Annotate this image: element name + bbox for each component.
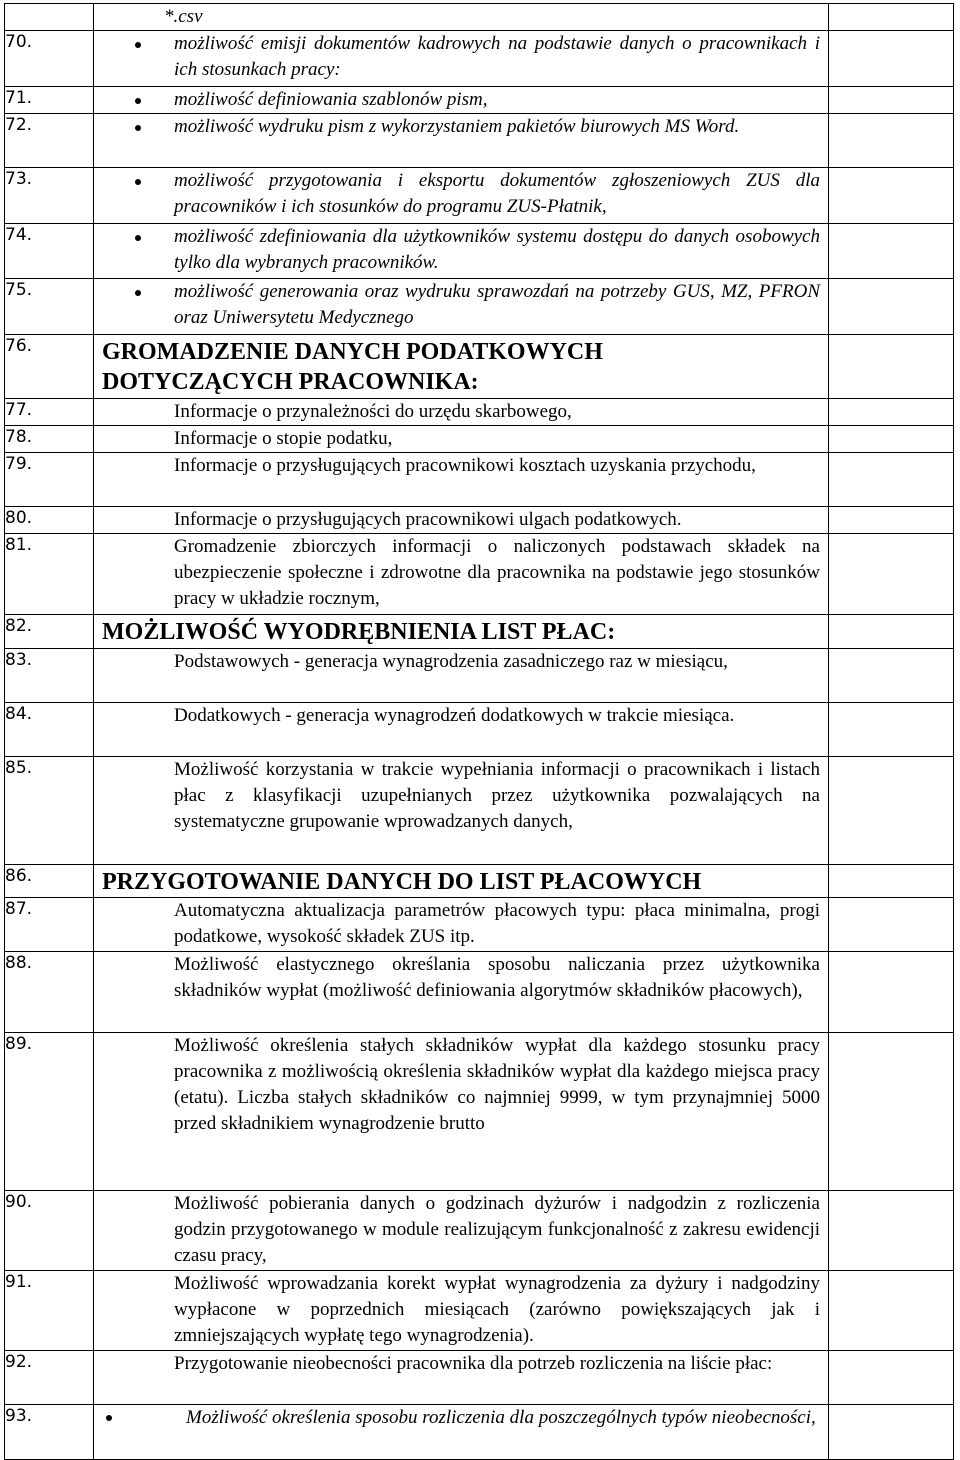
item-text: Informacje o przynależności do urzędu skarbowego, [174, 401, 572, 422]
row-content [94, 1271, 829, 1351]
table-row [5, 534, 954, 615]
row-number: 81. [5, 534, 94, 615]
row-number: 83. [5, 649, 94, 703]
item-text: Podstawowych - generacja wynagrodzenia zasadniczego raz w miesiącu, [174, 651, 728, 672]
row-number: 92. [5, 1351, 94, 1405]
table-row [5, 1191, 954, 1271]
bullet-item: Możliwość określenia sposobu rozliczenia dla poszczególnych typów nieobecności, [94, 1405, 828, 1431]
bullet-item: możliwość emisji dokumentów kadrowych na podstawie danych o pracownikach i ich stosunkach pracy: [94, 31, 828, 83]
bullet-item: możliwość generowania oraz wydruku sprawozdań na potrzeby GUS, MZ, PFRON oraz Uniwersytetu Medycznego [94, 279, 828, 331]
row-number: 74. [5, 224, 94, 279]
table-row [5, 224, 954, 279]
item-text: Możliwość elastycznego określania sposobu naliczania przez użytkownika składników wypłat (możliwość definiowania algorytmów składników płacowych), [174, 954, 820, 1001]
empty-cell [829, 453, 954, 507]
item-text: Informacje o stopie podatku, [174, 428, 393, 449]
item-text: Dodatkowych - generacja wynagrodzeń dodatkowych w trakcie miesiąca. [174, 705, 735, 726]
empty-cell [829, 898, 954, 952]
row-content [94, 1191, 829, 1271]
row-number: 78. [5, 426, 94, 453]
row-number: 79. [5, 453, 94, 507]
table-row [5, 898, 954, 952]
table-row [5, 1351, 954, 1405]
csv-text: *.csv [164, 6, 203, 27]
section-heading: GROMADZENIE DANYCH PODATKOWYCH DOTYCZĄCYCH PRACOWNIKA: [102, 339, 603, 395]
requirements-table [4, 3, 954, 1460]
row-number: 86. [5, 865, 94, 898]
table-row [5, 279, 954, 335]
row-number [5, 4, 94, 31]
row-content [94, 757, 829, 865]
bullet-item: możliwość wydruku pism z wykorzystaniem pakietów biurowych MS Word. [94, 114, 828, 140]
row-number: 80. [5, 507, 94, 534]
row-number: 76. [5, 335, 94, 399]
empty-cell [829, 615, 954, 649]
row-number: 93. [5, 1405, 94, 1460]
table-row [5, 615, 954, 649]
row-number: 90. [5, 1191, 94, 1271]
section-heading: MOŻLIWOŚĆ WYODRĘBNIENIA LIST PŁAC: [102, 619, 616, 645]
item-text: Możliwość wprowadzania korekt wypłat wynagrodzenia za dyżury i nadgodziny wypłacone w poprzednich miesiącach (zarówno powiększających jak i zmniejszających wypłatę tego wynagrodzenia). [174, 1273, 820, 1346]
table-row [5, 865, 954, 898]
table-row [5, 426, 954, 453]
table-row [5, 335, 954, 399]
table-row [5, 757, 954, 865]
table-row [5, 114, 954, 168]
empty-cell [829, 87, 954, 114]
table-row [5, 399, 954, 426]
table-row [5, 87, 954, 114]
row-content [94, 114, 829, 168]
row-number: 91. [5, 1271, 94, 1351]
row-content [94, 426, 829, 453]
table-row [5, 453, 954, 507]
row-number: 75. [5, 279, 94, 335]
row-content [94, 335, 829, 399]
item-text: Możliwość korzystania w trakcie wypełniania informacji o pracownikach i listach płac z klasyfikacji uzupełnianych przez użytkownika pozwalających na systematyczne grupowanie wprowadzanych danych, [174, 759, 820, 832]
empty-cell [829, 534, 954, 615]
empty-cell [829, 757, 954, 865]
empty-cell [829, 1405, 954, 1460]
row-number: 87. [5, 898, 94, 952]
bullet-item: możliwość zdefiniowania dla użytkowników systemu dostępu do danych osobowych tylko dla wybranych pracowników. [94, 224, 828, 276]
empty-cell [829, 4, 954, 31]
row-content [94, 507, 829, 534]
empty-cell [829, 1191, 954, 1271]
row-number: 77. [5, 399, 94, 426]
row-number: 88. [5, 952, 94, 1033]
bullet-item: możliwość definiowania szablonów pism, [94, 87, 828, 113]
item-text: Możliwość określenia stałych składników wypłat dla każdego stosunku pracy pracownika z możliwością określenia składników wypłat dla każdego miejsca pracy (etatu). Liczba stałych składników co najmniej 9999, w tym przynajmniej 5000 przed składnikiem wynagrodzenie brutto [174, 1035, 820, 1134]
row-number: 71. [5, 87, 94, 114]
bullet-item: możliwość przygotowania i eksportu dokumentów zgłoszeniowych ZUS dla pracowników i ich stosunków do programu ZUS-Płatnik, [94, 168, 828, 220]
empty-cell [829, 703, 954, 757]
row-content [94, 224, 829, 279]
row-content [94, 952, 829, 1033]
row-content [94, 399, 829, 426]
empty-cell [829, 114, 954, 168]
empty-cell [829, 1271, 954, 1351]
table-row [5, 1405, 954, 1460]
empty-cell [829, 426, 954, 453]
section-heading: PRZYGOTOWANIE DANYCH DO LIST PŁACOWYCH [102, 869, 702, 895]
table-row [5, 649, 954, 703]
row-content [94, 898, 829, 952]
row-content [94, 4, 829, 31]
empty-cell [829, 507, 954, 534]
empty-cell [829, 168, 954, 224]
item-text: Możliwość pobierania danych o godzinach dyżurów i nadgodzin z rozliczenia godzin przygotowanego w module realizującym funkcjonalność z zakresu ewidencji czasu pracy, [174, 1193, 820, 1266]
row-content [94, 1033, 829, 1191]
row-number: 70. [5, 31, 94, 87]
table-row [5, 1271, 954, 1351]
row-content [94, 865, 829, 898]
row-content [94, 615, 829, 649]
table-row [5, 31, 954, 87]
empty-cell [829, 335, 954, 399]
row-content [94, 649, 829, 703]
table-row [5, 507, 954, 534]
empty-cell [829, 31, 954, 87]
item-text: Informacje o przysługujących pracownikowi ulgach podatkowych. [174, 509, 682, 530]
empty-cell [829, 865, 954, 898]
empty-cell [829, 399, 954, 426]
row-number: 72. [5, 114, 94, 168]
table-row [5, 168, 954, 224]
empty-cell [829, 224, 954, 279]
row-content [94, 1351, 829, 1405]
empty-cell [829, 279, 954, 335]
row-number: 73. [5, 168, 94, 224]
row-content [94, 1405, 829, 1460]
item-text: Gromadzenie zbiorczych informacji o naliczonych podstawach składek na ubezpieczenie społeczne i zdrowotne dla pracownika na podstawie jego stosunków pracy w układzie rocznym, [174, 536, 820, 609]
table-row [5, 4, 954, 31]
item-text: Przygotowanie nieobecności pracownika dla potrzeb rozliczenia na liście płac: [174, 1353, 773, 1374]
row-content [94, 87, 829, 114]
row-number: 85. [5, 757, 94, 865]
row-number: 82. [5, 615, 94, 649]
row-content [94, 279, 829, 335]
empty-cell [829, 649, 954, 703]
table-row [5, 952, 954, 1033]
row-number: 89. [5, 1033, 94, 1191]
row-content [94, 168, 829, 224]
table-row [5, 1033, 954, 1191]
row-content [94, 453, 829, 507]
row-content [94, 534, 829, 615]
item-text: Informacje o przysługujących pracownikowi kosztach uzyskania przychodu, [174, 455, 756, 476]
empty-cell [829, 1351, 954, 1405]
table-row [5, 703, 954, 757]
empty-cell [829, 952, 954, 1033]
row-content [94, 703, 829, 757]
item-text: Automatyczna aktualizacja parametrów płacowych typu: płaca minimalna, progi podatkowe, wysokość składek ZUS itp. [174, 900, 820, 947]
empty-cell [829, 1033, 954, 1191]
row-number: 84. [5, 703, 94, 757]
row-content [94, 31, 829, 87]
